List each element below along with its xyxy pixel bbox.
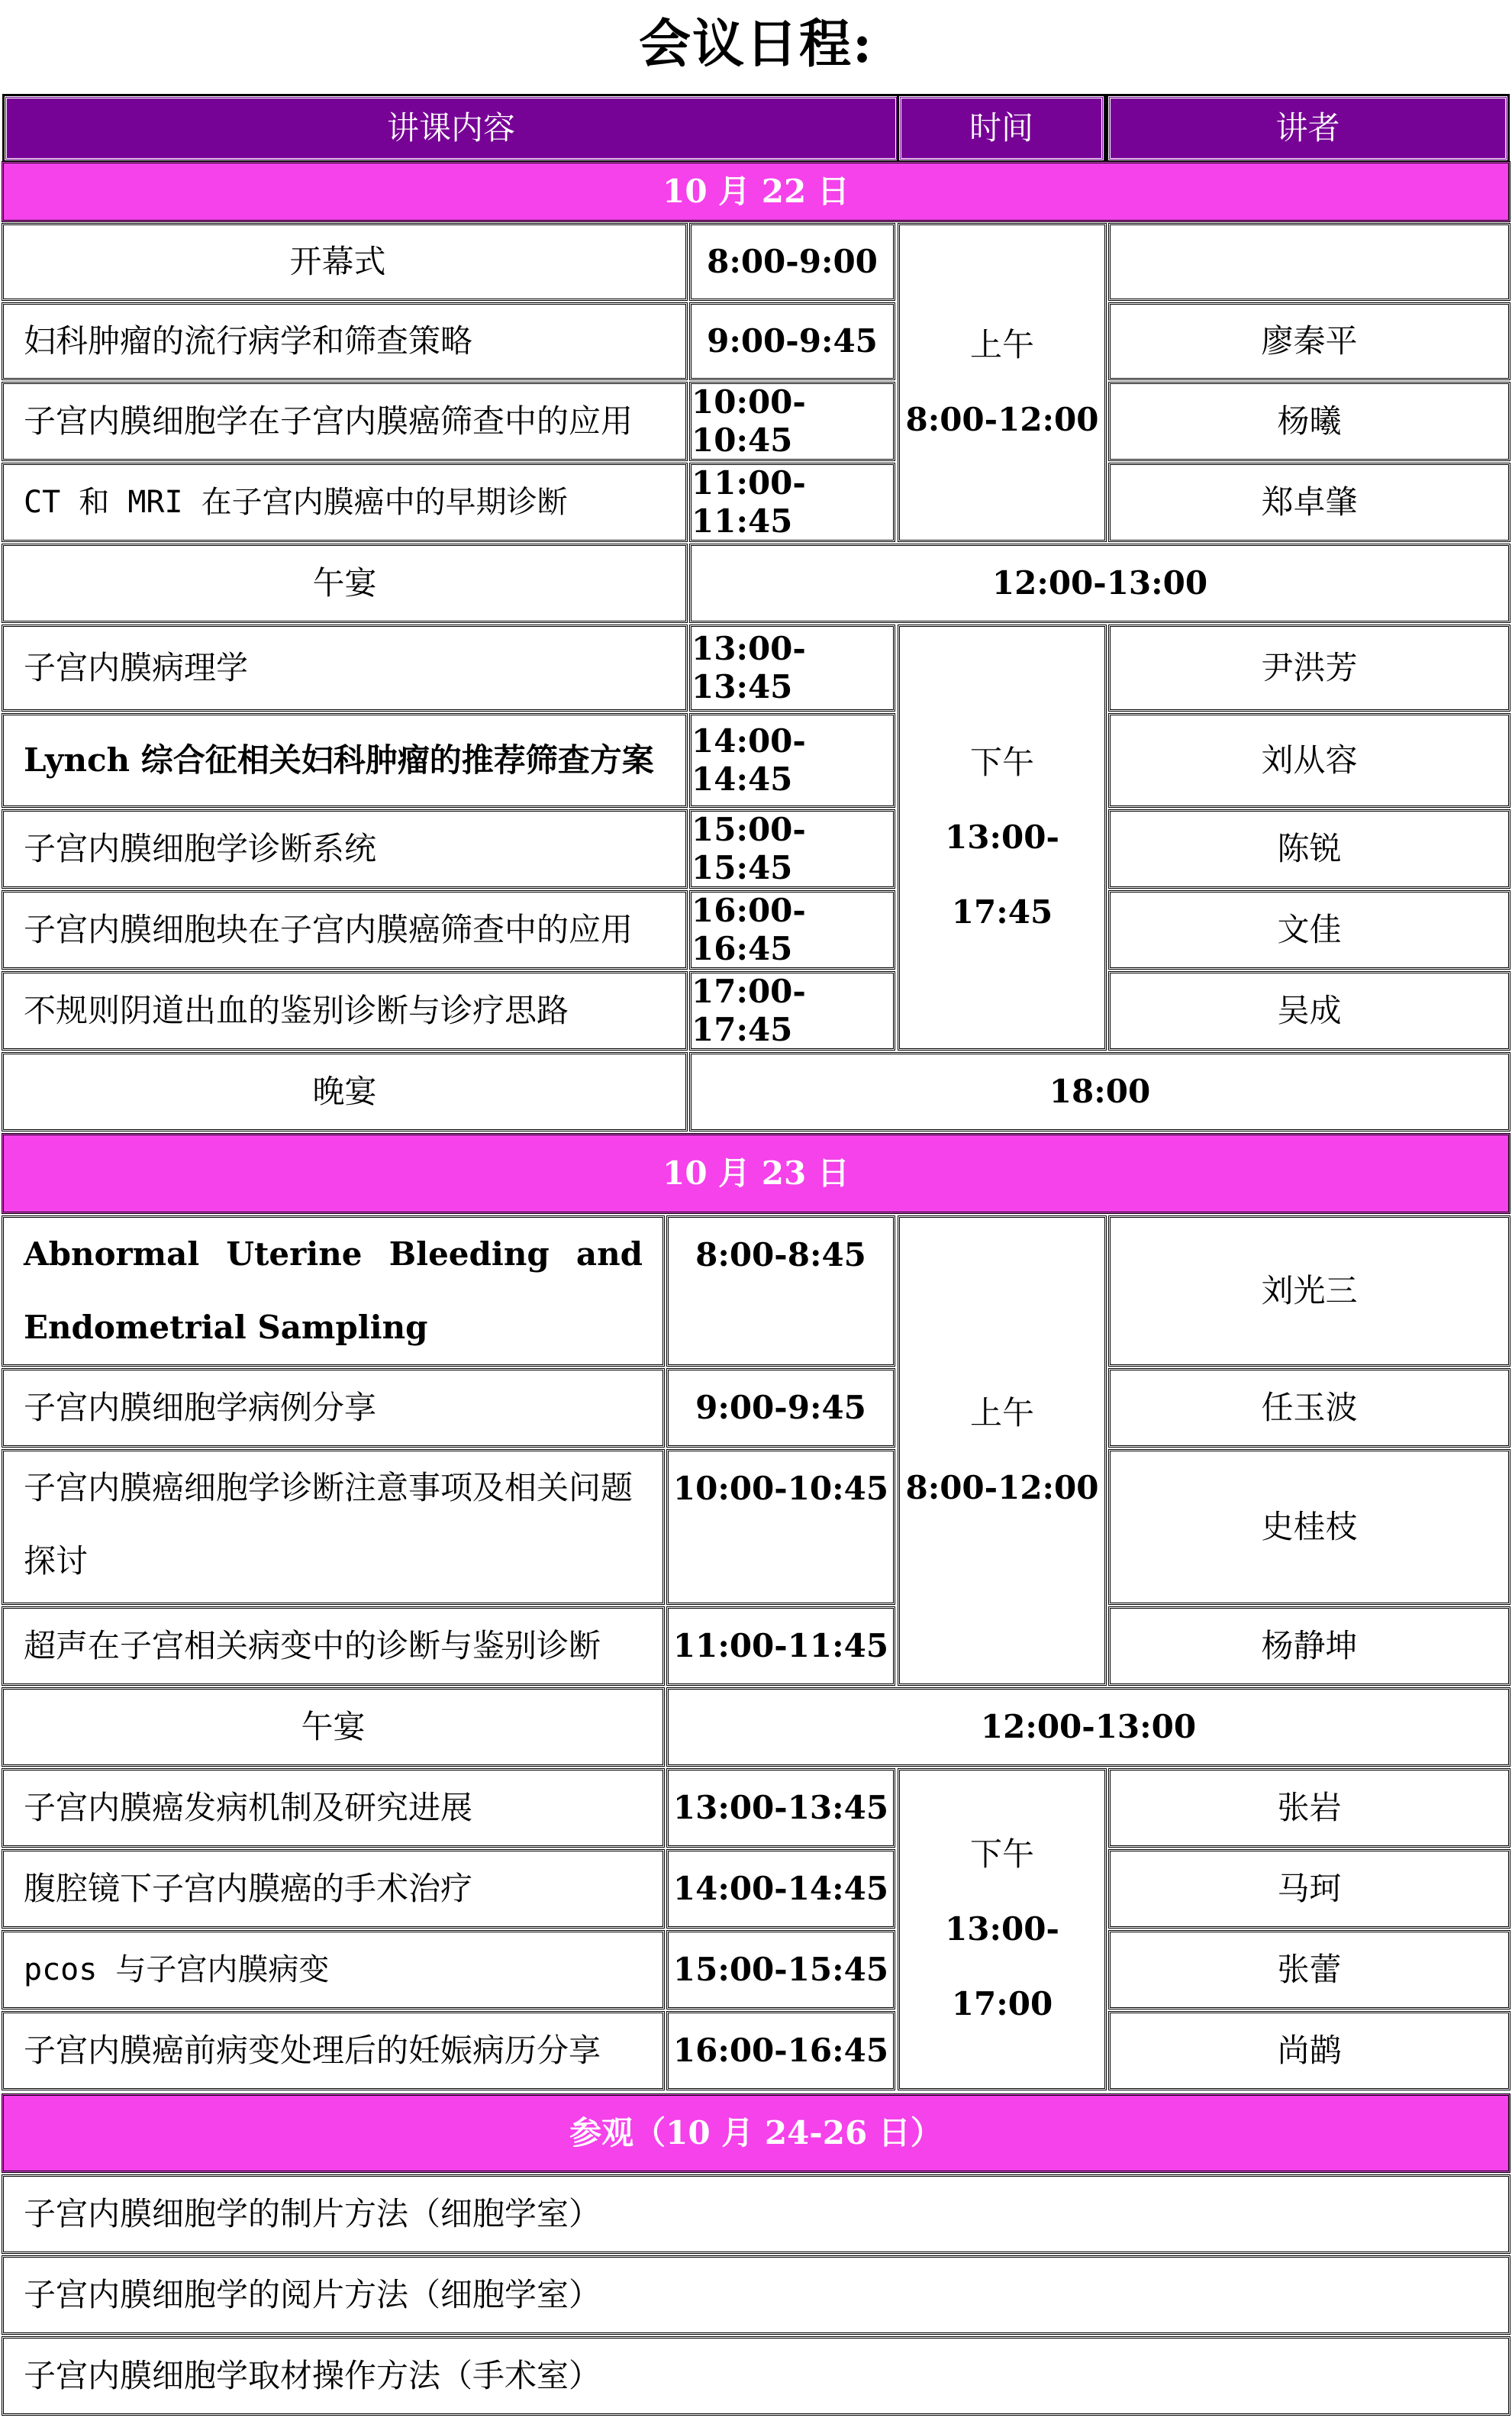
visit-item-1: 子宫内膜细胞学的阅片方法（细胞学室） xyxy=(2,2255,1510,2335)
day1-row-7-topic: 子宫内膜细胞块在子宫内膜癌筛查中的应用 xyxy=(2,890,688,970)
day1-banner: 10 月 22 日 xyxy=(2,161,1510,222)
day2-row-6-topic: pcos 与子宫内膜病变 xyxy=(2,1930,665,2009)
day1-row-6-topic: 子宫内膜细胞学诊断系统 xyxy=(2,809,688,889)
day1-afternoon-time: 13:00-17:45 xyxy=(945,818,1059,931)
day2-row-5-speaker: 马珂 xyxy=(1108,1849,1510,1929)
day2-row-4-topic: 子宫内膜癌发病机制及研究进展 xyxy=(2,1768,665,1848)
day2-row-0-speaker: 刘光三 xyxy=(1108,1215,1510,1367)
day2-afternoon-period xyxy=(898,1768,1107,2090)
day2-morning-time: 8:00-12:00 xyxy=(905,1469,1099,1506)
day2-row-7-topic: 子宫内膜癌前病变处理后的妊娠病历分享 xyxy=(2,2011,665,2090)
day2-row-3-time: 11:00-11:45 xyxy=(666,1606,895,1686)
day1-row-5-time: 14:00-14:45 xyxy=(689,713,895,808)
day1-row-2-speaker: 杨曦 xyxy=(1108,382,1510,461)
day2-row-4-time: 13:00-13:45 xyxy=(666,1768,895,1848)
day1-afternoon-label: 下午 xyxy=(969,744,1034,781)
day2-row-5-time: 14:00-14:45 xyxy=(666,1849,895,1929)
day1-lunch-time: 12:00-13:00 xyxy=(689,544,1510,623)
day1-row-2-topic: 子宫内膜细胞学在子宫内膜癌筛查中的应用 xyxy=(2,382,688,461)
day1-row-4-speaker: 尹洪芳 xyxy=(1108,625,1510,712)
day1-lunch-label: 午宴 xyxy=(2,544,688,623)
day1-row-1-time: 9:00-9:45 xyxy=(689,302,895,380)
day1-row-0-speaker xyxy=(1108,223,1510,301)
day1-row-8-speaker: 吴成 xyxy=(1108,971,1510,1051)
day1-row-7-speaker: 文佳 xyxy=(1108,890,1510,970)
day2-lunch-time: 12:00-13:00 xyxy=(666,1687,1510,1767)
day1-row-6-speaker: 陈锐 xyxy=(1108,809,1510,889)
day2-row-1-time: 9:00-9:45 xyxy=(666,1368,895,1448)
day1-morning-time: 8:00-12:00 xyxy=(905,401,1099,438)
header-time: 时间 xyxy=(899,96,1104,160)
day2-row-1-speaker: 任玉波 xyxy=(1108,1368,1510,1448)
day1-row-1-speaker: 廖秦平 xyxy=(1108,302,1510,380)
day2-afternoon-label: 下午 xyxy=(969,1835,1034,1873)
day2-morning-label: 上午 xyxy=(969,1394,1034,1432)
day2-row-0-topic: Abnormal Uterine Bleeding and Endometrial Sampling xyxy=(2,1215,665,1367)
day1-row-4-topic: 子宫内膜病理学 xyxy=(2,625,688,712)
day1-row-7-time: 16:00-16:45 xyxy=(689,890,895,970)
day2-lunch-label: 午宴 xyxy=(2,1687,665,1767)
day2-row-1-topic: 子宫内膜细胞学病例分享 xyxy=(2,1368,665,1448)
day1-dinner-label: 晚宴 xyxy=(2,1052,688,1131)
day1-morning-period xyxy=(898,223,1107,542)
day1-row-5-speaker: 刘从容 xyxy=(1108,713,1510,808)
day1-row-3-speaker: 郑卓肇 xyxy=(1108,463,1510,542)
day1-row-8-time: 17:00-17:45 xyxy=(689,971,895,1051)
day2-row-2-speaker: 史桂枝 xyxy=(1108,1449,1510,1605)
day1-row-2-time: 10:00-10:45 xyxy=(689,382,895,461)
day1-row-0-time: 8:00-9:00 xyxy=(689,223,895,301)
day1-row-5-topic: Lynch 综合征相关妇科肿瘤的推荐筛查方案 xyxy=(2,713,688,808)
day2-row-4-speaker: 张岩 xyxy=(1108,1768,1510,1848)
day1-row-0-topic: 开幕式 xyxy=(2,223,688,301)
day2-afternoon-time: 13:00-17:00 xyxy=(945,1910,1059,2022)
day1-row-8-topic: 不规则阴道出血的鉴别诊断与诊疗思路 xyxy=(2,971,688,1051)
day1-dinner-time: 18:00 xyxy=(689,1052,1510,1131)
day1-morning-label: 上午 xyxy=(969,326,1034,363)
day2-banner: 10 月 23 日 xyxy=(2,1133,1510,1214)
day1-row-1-topic: 妇科肿瘤的流行病学和筛查策略 xyxy=(2,302,688,380)
day2-row-3-speaker: 杨静坤 xyxy=(1108,1606,1510,1686)
visit-item-0: 子宫内膜细胞学的制片方法（细胞学室） xyxy=(2,2174,1510,2254)
visit-item-2: 子宫内膜细胞学取材操作方法（手术室） xyxy=(2,2336,1510,2416)
day1-row-3-time: 11:00-11:45 xyxy=(689,463,895,542)
day2-row-2-topic: 子宫内膜癌细胞学诊断注意事项及相关问题探讨 xyxy=(2,1449,665,1605)
day1-afternoon-period xyxy=(898,625,1107,1051)
day2-row-6-speaker: 张蕾 xyxy=(1108,1930,1510,2009)
day1-row-3-topic: CT 和 MRI 在子宫内膜癌中的早期诊断 xyxy=(2,463,688,542)
day2-row-2-time: 10:00-10:45 xyxy=(666,1449,895,1605)
day2-row-3-topic: 超声在子宫相关病变中的诊断与鉴别诊断 xyxy=(2,1606,665,1686)
page-title: 会议日程: xyxy=(638,14,874,75)
day2-row-7-speaker: 尚鹋 xyxy=(1108,2011,1510,2090)
day1-row-4-time: 13:00-13:45 xyxy=(689,625,895,712)
day2-row-0-time: 8:00-8:45 xyxy=(666,1215,895,1367)
header-content: 讲课内容 xyxy=(5,96,898,160)
header-speaker: 讲者 xyxy=(1108,96,1507,160)
visit-banner: 参观（10 月 24-26 日） xyxy=(2,2093,1510,2173)
day2-row-7-time: 16:00-16:45 xyxy=(666,2011,895,2090)
day2-morning-period xyxy=(898,1215,1107,1686)
day1-row-6-time: 15:00-15:45 xyxy=(689,809,895,889)
day2-row-5-topic: 腹腔镜下子宫内膜癌的手术治疗 xyxy=(2,1849,665,1929)
day2-row-6-time: 15:00-15:45 xyxy=(666,1930,895,2009)
